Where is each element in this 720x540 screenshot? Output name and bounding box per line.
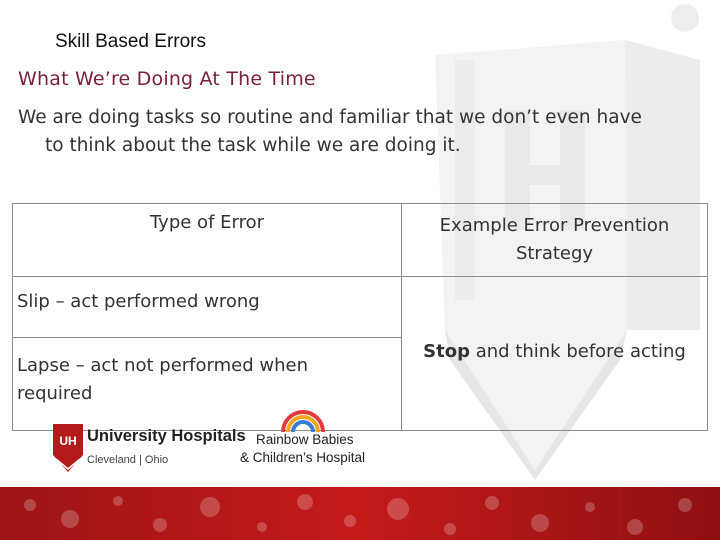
uh-location: Cleveland | Ohio: [87, 454, 169, 466]
footer-logos: [52, 405, 382, 475]
rainbow-icon: [280, 407, 326, 433]
body-line-2: to think about the task while we are doing it.: [45, 135, 461, 156]
uh-shield-text: UH: [59, 434, 77, 448]
uh-name: University Hospitals: [87, 427, 246, 445]
lapse-line-1: Lapse – act not performed when: [17, 355, 308, 376]
header-prevention-strategy: [402, 204, 708, 277]
lapse-line-2: required: [17, 383, 93, 404]
body-paragraph: [18, 104, 708, 160]
subheading: What We’re Doing At The Time: [18, 68, 316, 90]
cell-slip: Slip – act performed wrong: [13, 277, 402, 338]
header-type-of-error: Type of Error: [13, 204, 402, 277]
table-row-slip: [13, 277, 708, 338]
uh-shield-icon: [52, 423, 84, 473]
header-strategy-line-2: Strategy: [515, 243, 594, 264]
rainbow-name-line-2: & Children’s Hospital: [240, 450, 366, 465]
header-strategy-line-1: Example Error Prevention: [439, 215, 670, 236]
rainbow-name-line-1: Rainbow Babies: [256, 432, 354, 447]
strategy-emphasis: Stop: [423, 341, 470, 362]
error-types-table: [12, 203, 708, 431]
strategy-rest: and think before acting: [470, 341, 686, 362]
body-line-1: We are doing tasks so routine and familiar that we don’t even have: [18, 107, 642, 128]
slide-title: Skill Based Errors: [55, 31, 206, 52]
cell-strategy: [402, 277, 708, 431]
bottom-decorative-band: [0, 487, 720, 540]
table-header-row: [13, 204, 708, 277]
